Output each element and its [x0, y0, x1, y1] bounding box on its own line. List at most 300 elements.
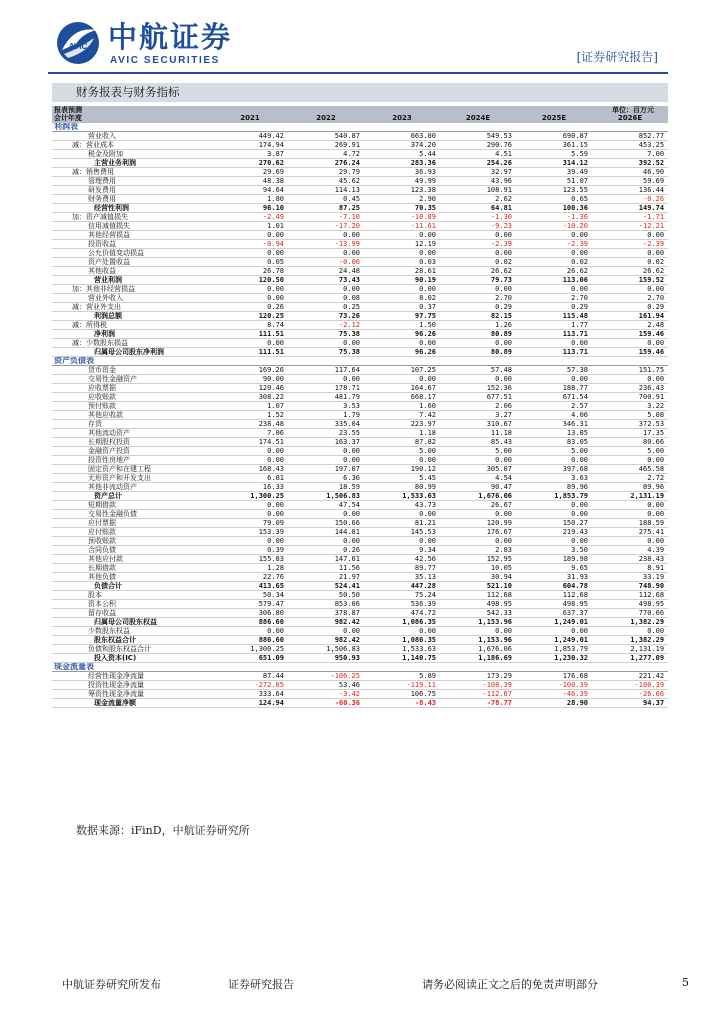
row-value: 79.73 [440, 275, 516, 284]
row-value: 111.51 [212, 347, 288, 356]
row-value: 308.22 [212, 392, 288, 401]
table-row [52, 365, 668, 374]
row-value: 0.37 [364, 302, 440, 311]
row-label: 股本 [52, 590, 212, 599]
row-value: 275.41 [592, 527, 668, 536]
row-value: 31.93 [516, 572, 592, 581]
row-value: 0.00 [364, 536, 440, 545]
row-value: 89.96 [592, 482, 668, 491]
row-value: 144.81 [288, 527, 364, 536]
row-value: 0.00 [516, 455, 592, 464]
row-value: 6.81 [212, 473, 288, 482]
row-value: 46.90 [592, 167, 668, 176]
row-value: 0.00 [440, 284, 516, 293]
row-value: 668.17 [364, 392, 440, 401]
row-value: 1,249.01 [516, 635, 592, 644]
row-value: -12.21 [592, 221, 668, 230]
table-row [52, 590, 668, 599]
row-value: 120.25 [212, 311, 288, 320]
year-header: 2024E [440, 114, 516, 122]
row-label: 加：其他非经营损益 [52, 284, 212, 293]
row-value: 168.43 [212, 464, 288, 473]
row-label: 减：营业外支出 [52, 302, 212, 311]
row-value: 0.00 [440, 230, 516, 239]
row-value: 80.89 [440, 347, 516, 356]
row-value: 152.36 [440, 383, 516, 392]
table-title: 报表预测 [52, 106, 212, 114]
table-row [52, 140, 668, 149]
row-value: 73.43 [288, 275, 364, 284]
row-value: 64.81 [440, 203, 516, 212]
logo-english-name: AVIC SECURITIES [110, 55, 220, 66]
row-value: 335.04 [288, 419, 364, 428]
row-value: 5.44 [364, 149, 440, 158]
row-value: 5.45 [364, 473, 440, 482]
year-header: 2023 [364, 114, 440, 122]
table-row [52, 329, 668, 338]
row-value: 1,249.01 [516, 617, 592, 626]
row-label: 财务费用 [52, 194, 212, 203]
row-value: 136.44 [592, 185, 668, 194]
row-value: 29.79 [288, 167, 364, 176]
row-value: 174.94 [212, 140, 288, 149]
row-value: 221.42 [592, 671, 668, 680]
row-value: 2.62 [440, 194, 516, 203]
row-label: 应付账款 [52, 527, 212, 536]
row-value: 306.80 [212, 608, 288, 617]
row-value: 223.97 [364, 419, 440, 428]
row-value: 474.72 [364, 608, 440, 617]
row-value: 1,853.79 [516, 644, 592, 653]
row-value: 361.15 [516, 140, 592, 149]
row-value: 94.37 [592, 698, 668, 707]
row-value: 0.00 [364, 284, 440, 293]
row-value: 164.67 [364, 383, 440, 392]
row-value: 153.39 [212, 527, 288, 536]
row-label: 投入资本(IC) [52, 653, 212, 662]
row-value: -3.42 [288, 689, 364, 698]
row-value: 3.87 [212, 149, 288, 158]
table-section-title: 现金流量表 [52, 662, 668, 671]
row-value: 26.62 [516, 266, 592, 275]
row-value: -11.61 [364, 221, 440, 230]
row-value: 32.97 [440, 167, 516, 176]
table-row [52, 644, 668, 653]
row-value: 1,506.83 [288, 644, 364, 653]
table-section-row [52, 662, 668, 671]
row-value: 0.00 [592, 284, 668, 293]
row-label: 归属母公司股东权益 [52, 617, 212, 626]
row-label: 减：所得税 [52, 320, 212, 329]
data-source-note: 数据来源：iFinD，中航证券研究所 [76, 824, 250, 837]
row-label: 净利润 [52, 329, 212, 338]
row-value: 9.65 [516, 563, 592, 572]
page-footer [52, 976, 692, 992]
table-row [52, 680, 668, 689]
row-value: -106.25 [288, 671, 364, 680]
table-row [52, 374, 668, 383]
row-value: 283.36 [364, 158, 440, 167]
row-value: -9.23 [440, 221, 516, 230]
table-title-row [52, 106, 668, 114]
row-label: 筹资性现金净流量 [52, 689, 212, 698]
row-value: 75.38 [288, 329, 364, 338]
row-value: 173.29 [440, 671, 516, 680]
row-label: 负债和股东权益合计 [52, 644, 212, 653]
row-value: 4.72 [288, 149, 364, 158]
row-value: 0.00 [288, 338, 364, 347]
row-value: 498.95 [440, 599, 516, 608]
year-header: 2022 [288, 114, 364, 122]
row-value: 0.00 [592, 626, 668, 635]
row-value: 8.74 [212, 320, 288, 329]
row-value: 108.91 [440, 185, 516, 194]
row-value: 85.43 [440, 437, 516, 446]
row-value: 5.00 [592, 446, 668, 455]
row-value: 2.70 [516, 293, 592, 302]
row-value: 0.00 [516, 338, 592, 347]
row-value: 238.48 [212, 419, 288, 428]
row-value: 9.34 [364, 545, 440, 554]
row-value: 43.96 [440, 176, 516, 185]
row-value: 0.00 [592, 509, 668, 518]
row-value: 0.00 [364, 338, 440, 347]
footer-publisher: 中航证券研究所发布 [62, 978, 161, 991]
row-label: 负债合计 [52, 581, 212, 590]
row-value: 542.33 [440, 608, 516, 617]
table-row [52, 347, 668, 356]
row-value: 1,300.25 [212, 644, 288, 653]
row-label: 投资性现金净流量 [52, 680, 212, 689]
row-value: 2.83 [440, 545, 516, 554]
row-label: 其他非流动资产 [52, 482, 212, 491]
row-value: 0.00 [516, 248, 592, 257]
row-value: 0.45 [288, 194, 364, 203]
row-value: 0.29 [440, 302, 516, 311]
row-value: 0.00 [288, 536, 364, 545]
table-row [52, 608, 668, 617]
row-label: 现金流量净额 [52, 698, 212, 707]
row-value: 11.56 [288, 563, 364, 572]
row-value: 26.67 [440, 500, 516, 509]
row-label: 投资性房地产 [52, 455, 212, 464]
row-value: 124.94 [212, 698, 288, 707]
row-value: 6.36 [288, 473, 364, 482]
row-value: 1.18 [364, 428, 440, 437]
row-value: 80.99 [364, 482, 440, 491]
row-value: 853.06 [288, 599, 364, 608]
row-value: 1,153.96 [440, 617, 516, 626]
row-value: 378.87 [288, 608, 364, 617]
row-label: 金融资产投资 [52, 446, 212, 455]
row-value: 159.46 [592, 347, 668, 356]
row-value: 0.00 [592, 374, 668, 383]
row-value: 0.00 [592, 500, 668, 509]
row-value: 120.50 [212, 275, 288, 284]
table-row [52, 653, 668, 662]
row-value: 152.95 [440, 554, 516, 563]
row-value: 0.00 [364, 509, 440, 518]
row-value: 700.91 [592, 392, 668, 401]
row-value: 236.43 [592, 383, 668, 392]
row-value: 465.58 [592, 464, 668, 473]
row-label: 其他流动资产 [52, 428, 212, 437]
row-value: 0.08 [288, 293, 364, 302]
table-row [52, 572, 668, 581]
table-row [52, 149, 668, 158]
row-label: 加：资产减值损失 [52, 212, 212, 221]
row-value: -272.05 [212, 680, 288, 689]
row-label: 营业外收入 [52, 293, 212, 302]
row-value: 0.26 [288, 545, 364, 554]
row-value: 87.44 [212, 671, 288, 680]
year-column-label: 会计年度 [52, 114, 212, 122]
row-value: 10.05 [440, 563, 516, 572]
row-value: 2.70 [592, 293, 668, 302]
row-value: 123.38 [364, 185, 440, 194]
row-label: 合同负债 [52, 545, 212, 554]
row-label: 交易性金融资产 [52, 374, 212, 383]
row-value: 163.37 [288, 437, 364, 446]
row-value: 0.00 [592, 455, 668, 464]
row-value: -100.39 [592, 680, 668, 689]
row-value: 549.53 [440, 131, 516, 140]
year-header: 2026E [592, 114, 668, 122]
row-label: 其他经营损益 [52, 230, 212, 239]
row-value: 3.22 [592, 401, 668, 410]
table-row [52, 266, 668, 275]
row-value: 161.94 [592, 311, 668, 320]
row-value: 83.05 [516, 437, 592, 446]
row-value: 23.55 [288, 428, 364, 437]
table-row [52, 599, 668, 608]
row-value: 45.62 [288, 176, 364, 185]
row-value: -2.39 [440, 239, 516, 248]
row-value: 169.26 [212, 365, 288, 374]
row-value: -108.39 [440, 680, 516, 689]
row-value: 174.51 [212, 437, 288, 446]
row-value: -78.77 [440, 698, 516, 707]
table-row [52, 239, 668, 248]
row-value: 0.00 [364, 626, 440, 635]
financial-forecast-table [52, 106, 668, 708]
row-value: 89.96 [516, 482, 592, 491]
row-value: 1,153.96 [440, 635, 516, 644]
row-value: 0.00 [212, 248, 288, 257]
row-value: 0.00 [592, 248, 668, 257]
row-label: 利润总额 [52, 311, 212, 320]
row-value: 178.71 [288, 383, 364, 392]
table-row [52, 419, 668, 428]
row-value: 0.00 [212, 509, 288, 518]
row-label: 无形资产和开发支出 [52, 473, 212, 482]
row-label: 研发费用 [52, 185, 212, 194]
row-value: 0.00 [364, 248, 440, 257]
row-value: 5.08 [592, 410, 668, 419]
row-label: 其他收益 [52, 266, 212, 275]
row-value: 75.38 [288, 347, 364, 356]
row-value: 374.20 [364, 140, 440, 149]
row-value: 0.00 [212, 536, 288, 545]
row-value: -119.11 [364, 680, 440, 689]
row-value: 0.26 [212, 302, 288, 311]
table-row [52, 536, 668, 545]
table-row [52, 437, 668, 446]
row-value: -8.43 [364, 698, 440, 707]
row-value: 0.00 [212, 338, 288, 347]
table-row [52, 311, 668, 320]
table-row [52, 509, 668, 518]
row-value: 0.00 [516, 509, 592, 518]
row-value: 1,382.29 [592, 617, 668, 626]
row-value: 53.46 [288, 680, 364, 689]
row-value: 155.83 [212, 554, 288, 563]
row-value: 0.02 [592, 257, 668, 266]
row-value: 0.00 [592, 536, 668, 545]
row-value: -1.30 [440, 212, 516, 221]
table-row [52, 626, 668, 635]
row-value: 3.50 [516, 545, 592, 554]
row-value: -13.99 [288, 239, 364, 248]
row-value: 96.10 [212, 203, 288, 212]
row-value: 1,676.06 [440, 491, 516, 500]
table-row [52, 392, 668, 401]
row-value: 8.91 [592, 563, 668, 572]
avic-logo-icon [54, 20, 102, 66]
row-value: -2.49 [212, 212, 288, 221]
row-value: 0.00 [288, 230, 364, 239]
row-value: 2.90 [364, 194, 440, 203]
row-value: 1,086.35 [364, 635, 440, 644]
row-value: 0.00 [440, 509, 516, 518]
row-value: 2.70 [440, 293, 516, 302]
row-value: 1.60 [364, 401, 440, 410]
row-value: 5.00 [440, 446, 516, 455]
row-value: 24.48 [288, 266, 364, 275]
row-value: 57.38 [516, 365, 592, 374]
row-value: 0.00 [440, 536, 516, 545]
row-value: 0.00 [516, 374, 592, 383]
row-value: 90.19 [364, 275, 440, 284]
row-value: 0.00 [516, 536, 592, 545]
row-value: 21.97 [288, 572, 364, 581]
row-value: 0.00 [212, 500, 288, 509]
row-value: 481.79 [288, 392, 364, 401]
table-row [52, 176, 668, 185]
table-row [52, 410, 668, 419]
row-value: 886.60 [212, 635, 288, 644]
row-value: 147.61 [288, 554, 364, 563]
row-value: 1.79 [288, 410, 364, 419]
row-value: 5.00 [516, 446, 592, 455]
row-value: -1.71 [592, 212, 668, 221]
row-label: 长期股权投资 [52, 437, 212, 446]
row-value: 96.26 [364, 347, 440, 356]
row-value: 75.24 [364, 590, 440, 599]
page-number: 5 [682, 976, 689, 989]
table-row [52, 554, 668, 563]
row-value: 57.48 [440, 365, 516, 374]
row-value: 50.34 [212, 590, 288, 599]
row-value: 120.46 [212, 383, 288, 392]
row-value: -0.26 [592, 194, 668, 203]
row-label: 预收账款 [52, 536, 212, 545]
row-value: 0.00 [212, 626, 288, 635]
row-value: 80.66 [592, 437, 668, 446]
row-value: 100.36 [516, 203, 592, 212]
row-value: 197.07 [288, 464, 364, 473]
row-value: 3.53 [288, 401, 364, 410]
table-header-row [52, 114, 668, 122]
row-value: 219.43 [516, 527, 592, 536]
row-value: 3.27 [440, 410, 516, 419]
row-label: 应收账款 [52, 392, 212, 401]
row-value: 16.33 [212, 482, 288, 491]
row-value: 4.39 [592, 545, 668, 554]
row-value: 111.51 [212, 329, 288, 338]
row-value: 0.00 [288, 284, 364, 293]
row-value: -46.39 [516, 689, 592, 698]
row-value: 0.25 [288, 302, 364, 311]
row-value: 35.13 [364, 572, 440, 581]
row-value: 0.29 [516, 302, 592, 311]
table-row [52, 428, 668, 437]
row-label: 货币资金 [52, 365, 212, 374]
row-label: 其他应收款 [52, 410, 212, 419]
row-value: 0.00 [440, 626, 516, 635]
row-label: 减：少数股东损益 [52, 338, 212, 347]
row-value: 87.82 [364, 437, 440, 446]
table-row [52, 248, 668, 257]
row-value: 43.73 [364, 500, 440, 509]
table-row [52, 284, 668, 293]
table-row [52, 383, 668, 392]
row-value: 7.00 [592, 149, 668, 158]
row-value: 188.59 [592, 518, 668, 527]
row-value: 0.00 [516, 500, 592, 509]
row-value: 0.00 [288, 446, 364, 455]
row-value: 33.19 [592, 572, 668, 581]
year-header: 2025E [516, 114, 592, 122]
year-header: 2021 [212, 114, 288, 122]
row-label: 资产处置收益 [52, 257, 212, 266]
row-value: 80.89 [440, 329, 516, 338]
row-value: 0.00 [212, 455, 288, 464]
row-label: 主营业务利润 [52, 158, 212, 167]
row-value: 0.00 [440, 374, 516, 383]
row-value: 748.90 [592, 581, 668, 590]
row-value: -2.12 [288, 320, 364, 329]
row-label: 少数股东权益 [52, 626, 212, 635]
row-value: 886.60 [212, 617, 288, 626]
row-value: 604.78 [516, 581, 592, 590]
row-value: 671.54 [516, 392, 592, 401]
page-header [48, 18, 668, 70]
row-value: 28.90 [516, 698, 592, 707]
row-value: 0.00 [440, 455, 516, 464]
row-label: 经营性利润 [52, 203, 212, 212]
row-label: 应收票据 [52, 383, 212, 392]
row-label: 交易性金融负债 [52, 509, 212, 518]
row-value: 28.61 [364, 266, 440, 275]
table-row [52, 158, 668, 167]
table-row [52, 320, 668, 329]
row-label: 营业利润 [52, 275, 212, 284]
row-value: 677.51 [440, 392, 516, 401]
row-value: 0.00 [592, 230, 668, 239]
table-row [52, 500, 668, 509]
row-value: -0.94 [212, 239, 288, 248]
